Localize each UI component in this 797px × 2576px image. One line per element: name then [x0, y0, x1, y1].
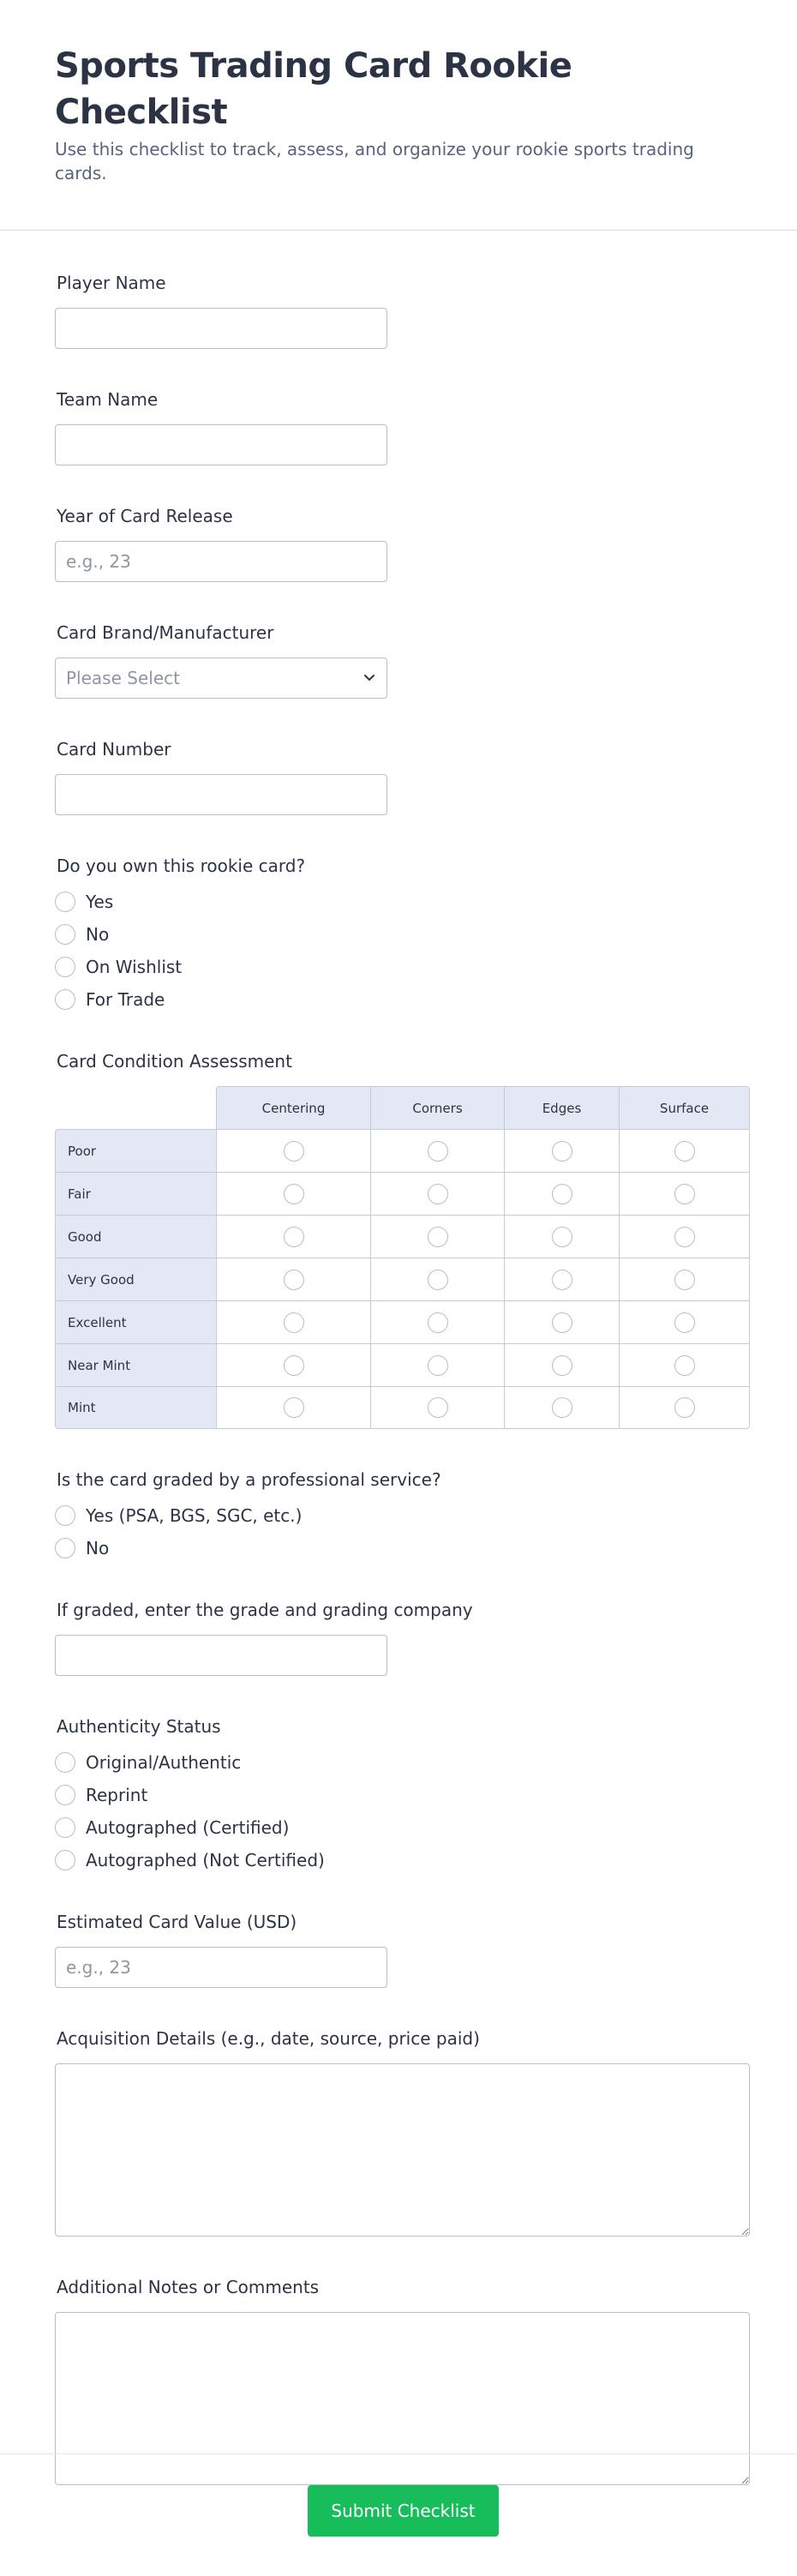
radio-label: Yes — [86, 892, 114, 912]
matrix-col-centering: Centering — [216, 1086, 370, 1129]
brand-field — [55, 621, 742, 699]
authenticity-option-reprint[interactable] — [55, 1784, 742, 1806]
form-subtitle: Use this checklist to track, assess, and organize your rookie sports trading cards. — [55, 139, 694, 183]
brand-select[interactable] — [55, 658, 387, 699]
matrix-cell[interactable] — [370, 1258, 504, 1300]
brand-select-value: Please Select — [66, 668, 180, 688]
radio-label: No — [86, 924, 110, 945]
form-title: Sports Trading Card Rookie Checklist — [55, 46, 572, 132]
grade-company-label: If graded, enter the grade and grading company — [57, 1600, 473, 1620]
radio-button[interactable] — [284, 1397, 304, 1418]
authenticity-field — [55, 1715, 742, 1871]
radio-button[interactable] — [428, 1397, 448, 1418]
matrix-row-label: Good — [55, 1215, 216, 1258]
matrix-row-label: Very Good — [55, 1258, 216, 1300]
radio-button[interactable] — [552, 1184, 572, 1204]
radio-button[interactable] — [55, 892, 75, 912]
acquisition-textarea[interactable] — [55, 2063, 750, 2237]
radio-button[interactable] — [674, 1227, 695, 1247]
matrix-col-edges: Edges — [504, 1086, 619, 1129]
radio-button[interactable] — [55, 1850, 75, 1870]
value-input[interactable] — [55, 1947, 387, 1988]
year-input[interactable] — [55, 541, 387, 582]
submit-button[interactable]: Submit Checklist — [308, 2485, 499, 2537]
radio-button[interactable] — [55, 1785, 75, 1805]
matrix-row-very-good — [55, 1258, 750, 1300]
matrix-row-label: Mint — [55, 1386, 216, 1429]
radio-button[interactable] — [428, 1270, 448, 1290]
card-number-field — [55, 738, 742, 815]
acquisition-field — [55, 2027, 742, 2237]
team-name-input[interactable] — [55, 424, 387, 465]
matrix-cell[interactable] — [504, 1129, 619, 1172]
matrix-row-good — [55, 1215, 750, 1258]
matrix-row-near-mint — [55, 1343, 750, 1386]
radio-button[interactable] — [55, 1817, 75, 1838]
team-name-label: Team Name — [57, 389, 159, 410]
matrix-cell[interactable] — [216, 1386, 370, 1429]
radio-button[interactable] — [284, 1184, 304, 1204]
radio-button[interactable] — [55, 924, 75, 945]
matrix-row-label: Fair — [55, 1172, 216, 1215]
authenticity-options — [55, 1751, 742, 1871]
radio-button[interactable] — [284, 1141, 304, 1162]
radio-label: Reprint — [86, 1785, 148, 1805]
own-option-wishlist[interactable] — [55, 956, 742, 978]
radio-button[interactable] — [428, 1141, 448, 1162]
radio-button[interactable] — [552, 1312, 572, 1333]
own-options — [55, 891, 742, 1011]
matrix-cell[interactable] — [504, 1215, 619, 1258]
matrix-cell[interactable] — [370, 1172, 504, 1215]
own-label: Do you own this rookie card? — [57, 856, 306, 876]
matrix-row-excellent — [55, 1300, 750, 1343]
matrix-cell[interactable] — [619, 1215, 750, 1258]
matrix-cell[interactable] — [216, 1343, 370, 1386]
notes-label: Additional Notes or Comments — [57, 2277, 320, 2297]
value-field — [55, 1911, 742, 1988]
matrix-cell[interactable] — [370, 1343, 504, 1386]
own-option-yes[interactable] — [55, 891, 742, 913]
radio-label: On Wishlist — [86, 957, 183, 977]
matrix-corner — [55, 1086, 216, 1129]
radio-button[interactable] — [674, 1312, 695, 1333]
authenticity-label: Authenticity Status — [57, 1716, 221, 1737]
matrix-cell[interactable] — [504, 1300, 619, 1343]
graded-label: Is the card graded by a professional service? — [57, 1469, 441, 1490]
radio-label: For Trade — [86, 989, 165, 1010]
radio-button[interactable] — [428, 1227, 448, 1247]
authenticity-option-auto-not-certified[interactable] — [55, 1849, 742, 1871]
acquisition-label: Acquisition Details (e.g., date, source, price paid) — [57, 2028, 480, 2049]
card-number-label: Card Number — [57, 739, 171, 760]
radio-button[interactable] — [428, 1355, 448, 1376]
own-option-trade[interactable] — [55, 988, 742, 1011]
form-body — [0, 272, 797, 2485]
form-footer — [0, 2453, 797, 2576]
radio-button[interactable] — [552, 1397, 572, 1418]
matrix-cell[interactable] — [216, 1215, 370, 1258]
radio-button[interactable] — [284, 1270, 304, 1290]
matrix-cell[interactable] — [619, 1386, 750, 1429]
year-field — [55, 505, 742, 582]
player-name-field — [55, 272, 742, 349]
radio-button[interactable] — [55, 1538, 75, 1558]
radio-button[interactable] — [674, 1141, 695, 1162]
matrix-cell[interactable] — [504, 1343, 619, 1386]
grade-company-field — [55, 1599, 742, 1676]
matrix-row-label: Near Mint — [55, 1343, 216, 1386]
graded-option-no[interactable] — [55, 1537, 742, 1559]
radio-button[interactable] — [428, 1312, 448, 1333]
condition-field — [55, 1050, 742, 1429]
radio-button[interactable] — [552, 1355, 572, 1376]
matrix-row-fair — [55, 1172, 750, 1215]
matrix-cell[interactable] — [216, 1172, 370, 1215]
graded-options — [55, 1504, 742, 1559]
brand-label: Card Brand/Manufacturer — [57, 622, 274, 643]
authenticity-option-original[interactable] — [55, 1751, 742, 1774]
card-number-input[interactable] — [55, 774, 387, 815]
condition-label: Card Condition Assessment — [57, 1051, 292, 1072]
player-name-input[interactable] — [55, 308, 387, 349]
matrix-row-label: Excellent — [55, 1300, 216, 1343]
radio-label: Autographed (Not Certified) — [86, 1850, 325, 1870]
form-header — [0, 0, 797, 231]
authenticity-option-auto-certified[interactable] — [55, 1816, 742, 1839]
matrix-row-poor — [55, 1129, 750, 1172]
grade-company-input[interactable] — [55, 1635, 387, 1676]
radio-button[interactable] — [674, 1355, 695, 1376]
radio-button[interactable] — [55, 1505, 75, 1526]
radio-button[interactable] — [674, 1184, 695, 1204]
value-label: Estimated Card Value (USD) — [57, 1912, 297, 1932]
matrix-cell[interactable] — [216, 1300, 370, 1343]
chevron-down-icon — [363, 672, 376, 684]
radio-button[interactable] — [552, 1227, 572, 1247]
radio-button[interactable] — [674, 1397, 695, 1418]
radio-button[interactable] — [552, 1270, 572, 1290]
graded-field — [55, 1468, 742, 1559]
own-field — [55, 855, 742, 1011]
own-option-no[interactable] — [55, 923, 742, 946]
year-label: Year of Card Release — [57, 506, 233, 526]
matrix-cell[interactable] — [370, 1129, 504, 1172]
matrix-cell[interactable] — [619, 1172, 750, 1215]
matrix-row-mint — [55, 1386, 750, 1429]
radio-button[interactable] — [55, 1752, 75, 1773]
condition-matrix — [55, 1086, 750, 1429]
graded-option-yes[interactable] — [55, 1504, 742, 1527]
radio-button[interactable] — [284, 1312, 304, 1333]
matrix-cell[interactable] — [504, 1172, 619, 1215]
matrix-cell[interactable] — [370, 1386, 504, 1429]
radio-label: Original/Authentic — [86, 1752, 242, 1773]
matrix-cell[interactable] — [619, 1300, 750, 1343]
player-name-label: Player Name — [57, 273, 166, 293]
radio-button[interactable] — [284, 1355, 304, 1376]
matrix-cell[interactable] — [216, 1129, 370, 1172]
radio-button[interactable] — [552, 1141, 572, 1162]
matrix-cell[interactable] — [619, 1129, 750, 1172]
radio-button[interactable] — [284, 1227, 304, 1247]
radio-button[interactable] — [55, 957, 75, 977]
matrix-cell[interactable] — [504, 1258, 619, 1300]
radio-button[interactable] — [55, 989, 75, 1010]
matrix-cell[interactable] — [504, 1386, 619, 1429]
team-name-field — [55, 388, 742, 465]
radio-button[interactable] — [674, 1270, 695, 1290]
radio-label: Yes (PSA, BGS, SGC, etc.) — [86, 1505, 303, 1526]
matrix-cell[interactable] — [619, 1258, 750, 1300]
radio-label: Autographed (Certified) — [86, 1817, 290, 1838]
matrix-cell[interactable] — [370, 1215, 504, 1258]
radio-label: No — [86, 1538, 110, 1558]
matrix-col-corners: Corners — [370, 1086, 504, 1129]
matrix-cell[interactable] — [216, 1258, 370, 1300]
matrix-row-label: Poor — [55, 1129, 216, 1172]
matrix-cell[interactable] — [619, 1343, 750, 1386]
matrix-cell[interactable] — [370, 1300, 504, 1343]
radio-button[interactable] — [428, 1184, 448, 1204]
matrix-col-surface: Surface — [619, 1086, 750, 1129]
